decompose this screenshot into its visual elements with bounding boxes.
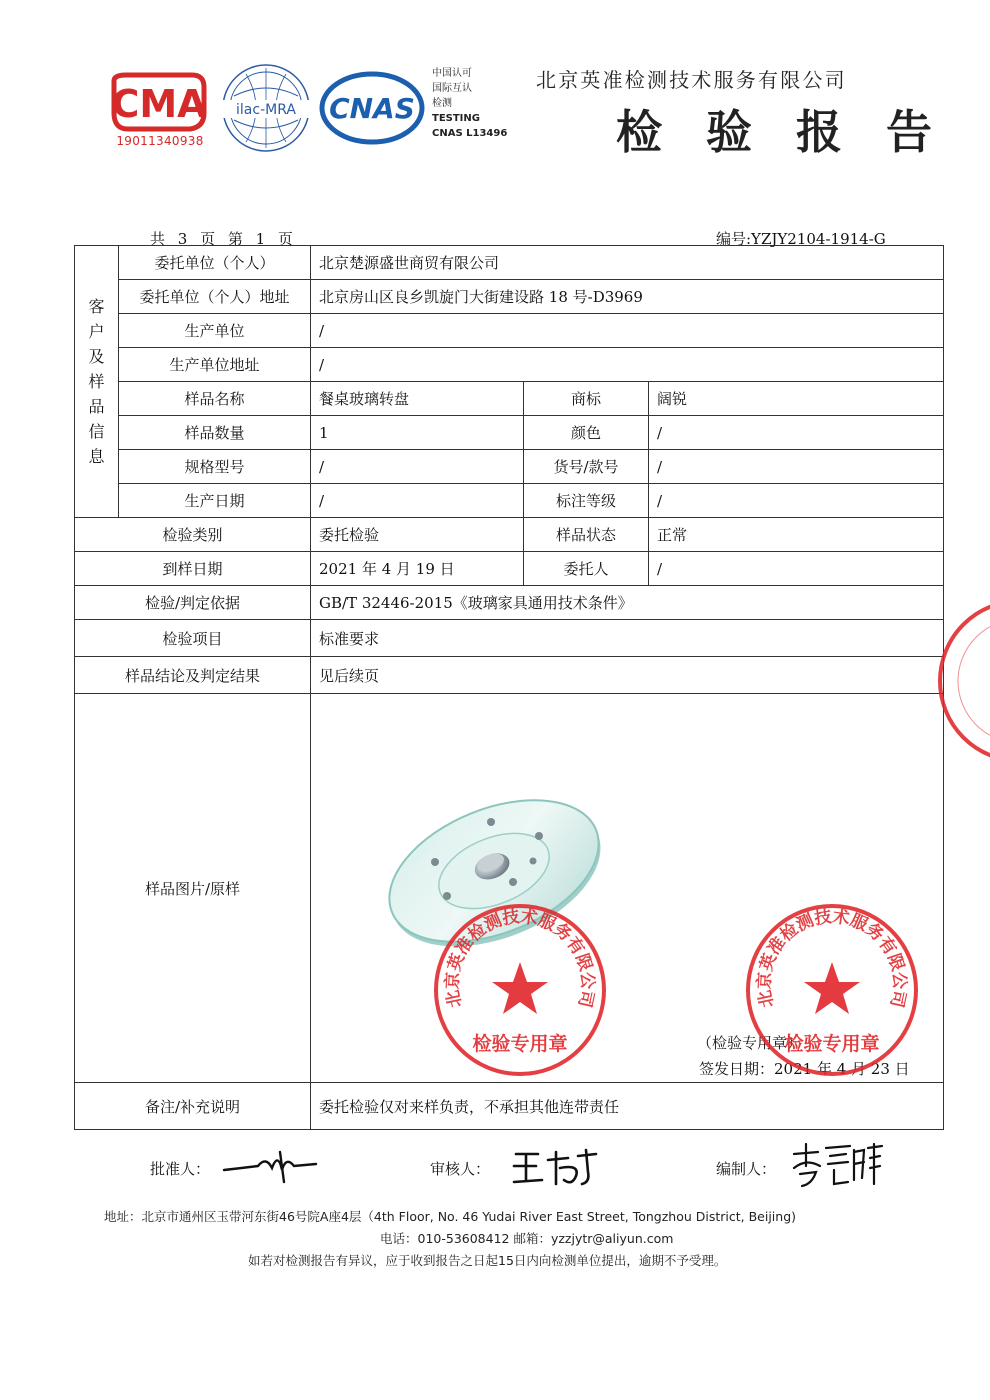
sample-name-label: 样品名称 <box>119 382 311 416</box>
reviewer-label: 审核人： <box>430 1160 491 1178</box>
svg-text:北京英准检测技术服务有限公司: 北京英准检测技术服务有限公司 <box>442 906 598 1010</box>
arrival-date-value: 2021 年 4 月 19 日 <box>311 552 524 586</box>
client-value: 北京楚源盛世商贸有限公司 <box>311 246 944 280</box>
color-value: / <box>649 416 944 450</box>
report-number: 编号:YZJY2104-1914-G <box>716 230 886 248</box>
footer-address: 地址：北京市通州区玉带河东街46号院A座4层（4th Floor, No. 46 Yudai River East Street, Tongzhou District, Beijing) <box>104 1209 797 1224</box>
company-name: 北京英准检测技术服务有限公司 <box>536 68 847 92</box>
footer-notice: 如若对检测报告有异议，应于收到报告之日起15日内向检测单位提出，逾期不予受理。 <box>248 1253 727 1268</box>
conclusion-label: 样品结论及判定结果 <box>75 657 311 694</box>
inspection-items-value: 标准要求 <box>311 620 944 657</box>
grade-value: / <box>649 484 944 518</box>
svg-text:检验专用章: 检验专用章 <box>784 1033 880 1055</box>
producer-label: 生产单位 <box>119 314 311 348</box>
quantity-label: 样品数量 <box>119 416 311 450</box>
basis-label: 检验/判定依据 <box>75 586 311 620</box>
remark-label: 备注/补充说明 <box>75 1083 311 1130</box>
client-person-label: 委托人 <box>524 552 649 586</box>
inspection-seal-right <box>742 900 922 1080</box>
sample-state-value: 正常 <box>649 518 944 552</box>
issue-date: 签发日期：2021 年 4 月 23 日 <box>699 1060 910 1078</box>
cma-number: 19011340938 <box>116 134 204 148</box>
spec-label: 规格型号 <box>119 450 311 484</box>
production-date-value: / <box>311 484 524 518</box>
producer-address-value: / <box>311 348 944 382</box>
inspection-type-value: 委托检验 <box>311 518 524 552</box>
sample-state-label: 样品状态 <box>524 518 649 552</box>
producer-value: / <box>311 314 944 348</box>
photo-label: 样品图片/原样 <box>75 694 311 1083</box>
client-address-label: 委托单位（个人）地址 <box>119 280 311 314</box>
production-date-label: 生产日期 <box>119 484 311 518</box>
editor-label: 编制人： <box>716 1160 777 1178</box>
edge-seal <box>934 596 990 766</box>
basis-value: GB/T 32446-2015《玻璃家具通用技术条件》 <box>311 586 944 620</box>
footer-contact: 电话：010-53608412 邮箱：yzzjytr@aliyun.com <box>380 1231 674 1246</box>
cnas-accreditation-text: 中国认可 国际互认 检测 TESTING CNAS L13496 <box>432 68 508 139</box>
cnas-logo <box>318 70 426 146</box>
reviewer-signature <box>510 1146 602 1188</box>
svg-text:CMA: CMA <box>111 82 207 126</box>
spec-value: / <box>311 450 524 484</box>
page-info: 共 3 页 第 1 页 <box>150 230 293 248</box>
approver-label: 批准人： <box>150 1160 211 1178</box>
stamp-note: （检验专用章） <box>697 1034 803 1052</box>
inspection-seal-left <box>430 900 610 1080</box>
brand-value: 阔锐 <box>649 382 944 416</box>
arrival-date-label: 到样日期 <box>75 552 311 586</box>
svg-text:检验专用章: 检验专用章 <box>472 1033 568 1055</box>
client-section-label: 客 户 及 样 品 信 息 <box>75 246 119 518</box>
grade-label: 标注等级 <box>524 484 649 518</box>
color-label: 颜色 <box>524 416 649 450</box>
ilac-mra-logo <box>220 62 312 154</box>
item-no-value: / <box>649 450 944 484</box>
report-title: 检 验 报 告 <box>616 105 947 159</box>
inspection-items-label: 检验项目 <box>75 620 311 657</box>
item-no-label: 货号/款号 <box>524 450 649 484</box>
quantity-value: 1 <box>311 416 524 450</box>
approver-signature <box>222 1148 318 1184</box>
inspection-type-label: 检验类别 <box>75 518 311 552</box>
svg-text:北京英准检测技术服务有限公司: 北京英准检测技术服务有限公司 <box>754 906 910 1010</box>
client-person-value: / <box>649 552 944 586</box>
sample-name-value: 餐桌玻璃转盘 <box>311 382 524 416</box>
remark-value: 委托检验仅对来样负责，不承担其他连带责任 <box>311 1083 944 1130</box>
svg-text:CNAS: CNAS <box>329 92 415 125</box>
editor-signature <box>790 1140 884 1190</box>
client-label: 委托单位（个人） <box>119 246 311 280</box>
conclusion-value: 见后续页 <box>311 657 944 694</box>
producer-address-label: 生产单位地址 <box>119 348 311 382</box>
client-address-value: 北京房山区良乡凯旋门大街建设路 18 号-D3969 <box>311 280 944 314</box>
svg-text:ilac-MRA: ilac-MRA <box>236 102 296 118</box>
brand-label: 商标 <box>524 382 649 416</box>
